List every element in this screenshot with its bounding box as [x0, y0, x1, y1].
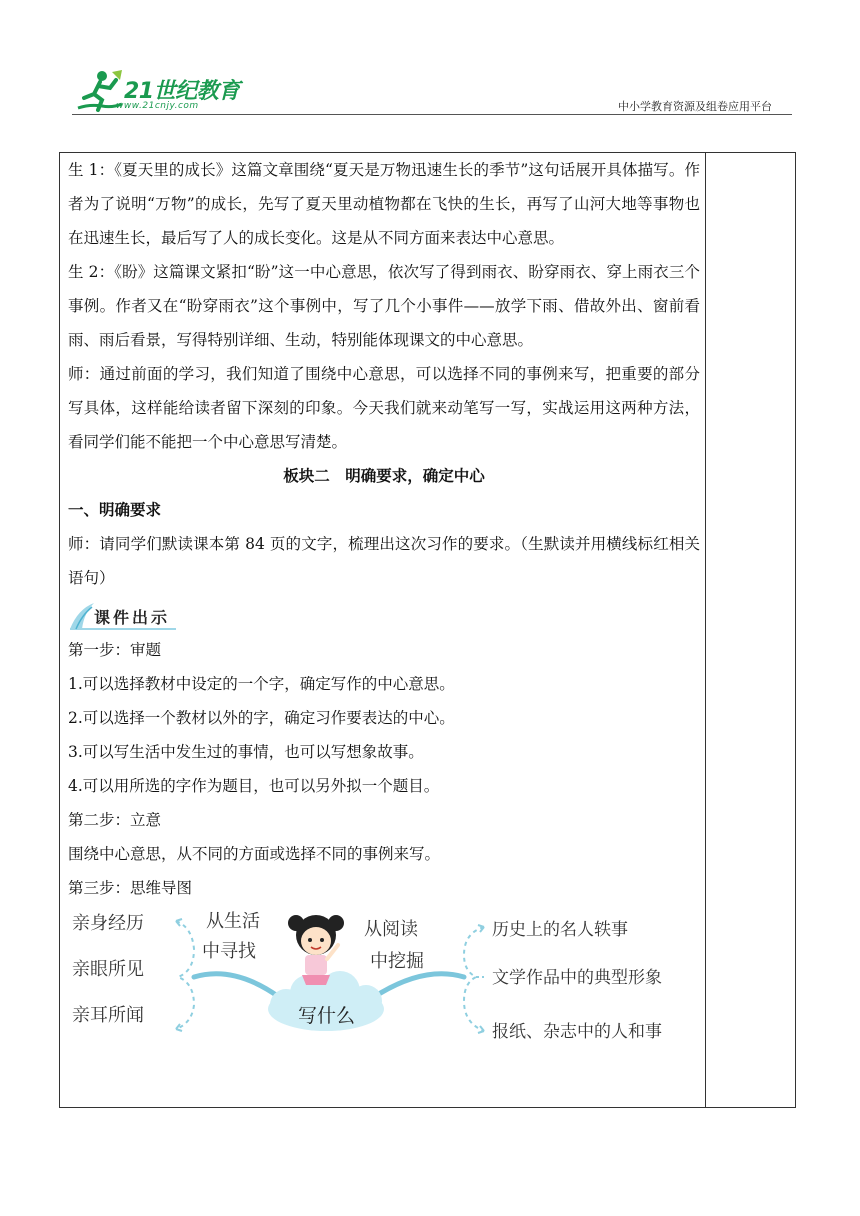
step2-text: 围绕中心意思，从不同的方面或选择不同的事例来写。: [68, 845, 441, 863]
requirement-item-2: 2.可以选择一个教材以外的字，确定习作要表达的中心。: [68, 709, 455, 727]
requirement-item-1: 1.可以选择教材中设定的一个字，确定写作的中心意思。: [68, 675, 455, 693]
courseware-badge: [68, 597, 700, 633]
platform-name: 中小学教育资源及组卷应用平台: [618, 100, 772, 113]
badge-label: 课件出示: [94, 608, 171, 627]
teacher-paragraph: 师：通过前面的学习，我们知道了围绕中心意思，可以选择不同的事例来写，把重要的部分写具体，这样能给读者留下深刻的印象。今天我们就来动笔写一写，实战运用这两种方法，看同学们能不能把一个中心意思写清楚。: [68, 365, 700, 451]
step2-heading: 第二步：立意: [68, 811, 162, 829]
requirement-item-3: 3.可以写生活中发生过的事情，也可以写想象故事。: [68, 743, 424, 761]
left-item-2: 亲眼所见: [72, 959, 144, 980]
right-item-2: 文学作品中的典型形象: [492, 968, 662, 988]
right-branch-line1: 从阅读: [364, 919, 418, 940]
student2-paragraph: 生 2：《盼》这篇课文紧扣“盼”这一中心意思，依次写了得到雨衣、盼穿雨衣、穿上雨衣三个事例。作者又在“盼穿雨衣”这个事例中，写了几个小事件——放学下雨、借故外出、窗前看雨、雨后看景，写得特别详细、生动，特别能体现课文的中心意思。: [68, 263, 700, 349]
left-branch-line1: 从生活: [206, 911, 260, 932]
header-rule: [72, 114, 792, 115]
lesson-table: [59, 152, 796, 1108]
left-item-3: 亲耳所闻: [72, 1005, 144, 1026]
page-header: [0, 0, 860, 120]
section-title: 一、明确要求: [68, 501, 162, 519]
mind-map: [64, 905, 704, 1045]
student1-paragraph: 生 1：《夏天里的成长》这篇文章围绕“夏天是万物迅速生长的季节”这句话展开具体描写。作者为了说明“万物”的成长，先写了夏天里动植物都在飞快的生长，再写了山河大地等事物也在迅速生长，最后写了人的成长变化。这是从不同方面来表达中心意思。: [68, 161, 700, 247]
teacher-instruction: 师：请同学们默读课本第 84 页的文字，梳理出这次习作的要求。（生默读并用横线标红相关语句）: [68, 535, 700, 587]
right-item-3: 报纸、杂志中的人和事: [492, 1022, 662, 1042]
logo-text: 21世纪教育: [124, 79, 240, 104]
logo-url: www.21cnjy.com: [116, 101, 199, 111]
block-title: 板块二 明确要求，确定中心: [283, 467, 485, 485]
step3-heading: 第三步：思维导图: [68, 879, 193, 897]
requirement-item-4: 4.可以用所选的字作为题目，也可以另外拟一个题目。: [68, 777, 440, 795]
site-logo: [72, 68, 242, 118]
right-item-1: 历史上的名人轶事: [492, 920, 628, 940]
column-divider: [705, 153, 706, 1107]
left-item-1: 亲身经历: [72, 913, 144, 934]
left-branch-line2: 中寻找: [202, 941, 256, 962]
step1-heading: 第一步：审题: [68, 641, 162, 659]
mind-map-center: 写什么: [298, 1005, 356, 1027]
lesson-content: [68, 153, 700, 1045]
right-branch-line2: 中挖掘: [370, 951, 424, 972]
